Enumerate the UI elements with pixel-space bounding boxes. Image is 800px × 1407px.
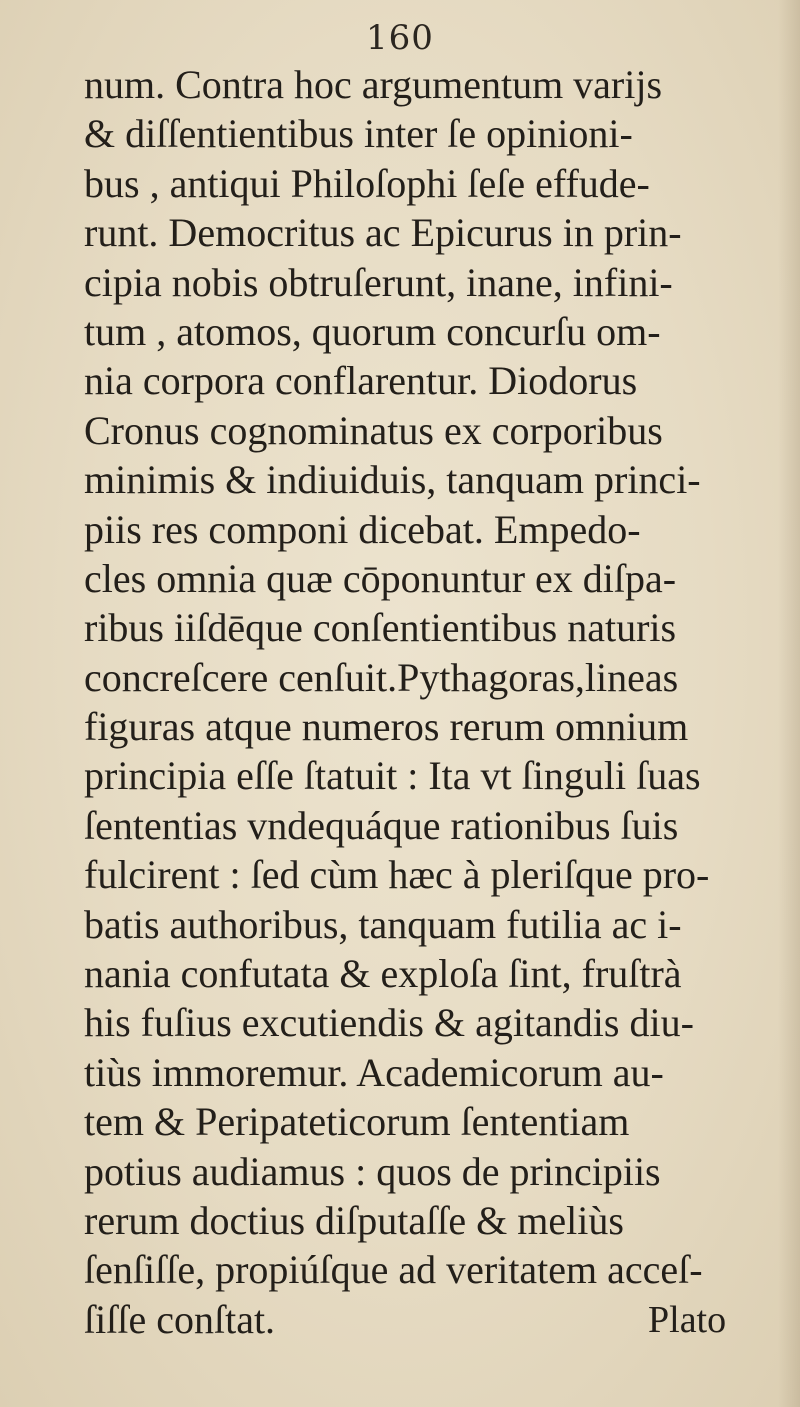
text-line: fulcirent : ſed cùm hæc à pleriſque pro-: [84, 852, 710, 898]
text-line: tiùs immoremur. Academicorum au-: [84, 1049, 664, 1095]
text-line: potius audiamus : quos de principiis: [84, 1148, 661, 1194]
text-line: principia eſſe ſtatuit : Ita vt ſinguli ſuas: [84, 753, 701, 799]
text-line: runt. Democritus ac Epicurus in prin-: [84, 210, 682, 256]
text-line: nia corpora conflarentur. Diodorus: [84, 358, 638, 404]
text-line: his fuſius excutiendis & agitandis diu-: [84, 1000, 694, 1046]
text-line: cles omnia quæ cōponuntur ex diſpa-: [84, 555, 677, 601]
text-line: nania confutata & exploſa ſint, fruſtrà: [84, 951, 682, 997]
text-line: ribus iiſdēque conſentientibus naturis: [84, 605, 677, 651]
catchword: Plato: [648, 1299, 727, 1341]
body-text: [84, 60, 800, 1344]
text-line: minimis & indiuiduis, tanquam princi-: [84, 457, 701, 503]
text-line: bus , antiqui Philoſophi ſeſe effude-: [84, 160, 650, 206]
page-edge-shadow: [778, 0, 800, 1407]
text-line: figuras atque numeros rerum omnium: [84, 704, 689, 750]
text-line: ſiſſe conſtat.: [84, 1296, 276, 1342]
text-line: concreſcere cenſuit.Pythagoras,lineas: [84, 654, 679, 700]
text-line: ſenſiſſe, propiúſque ad veritatem acceſ-: [84, 1247, 703, 1293]
text-line: rerum doctius diſputaſſe & meliùs: [84, 1197, 624, 1243]
text-line: Cronus cognominatus ex corporibus: [84, 407, 663, 453]
page-number: 160: [366, 18, 434, 58]
text-line: tum , atomos, quorum concurſu om-: [84, 308, 661, 354]
text-line: ſententias vndequáque rationibus ſuis: [84, 802, 679, 848]
text-line: cipia nobis obtruſerunt, inane, infini-: [84, 259, 673, 305]
text-line: batis authoribus, tanquam futilia ac i-: [84, 901, 682, 947]
text-line: & diſſentientibus inter ſe opinioni-: [84, 111, 633, 157]
text-line: num. Contra hoc argumentum varijs: [84, 62, 663, 107]
text-line: tem & Peripateticorum ſententiam: [84, 1099, 630, 1145]
text-line: piis res componi dicebat. Empedo-: [84, 506, 641, 552]
